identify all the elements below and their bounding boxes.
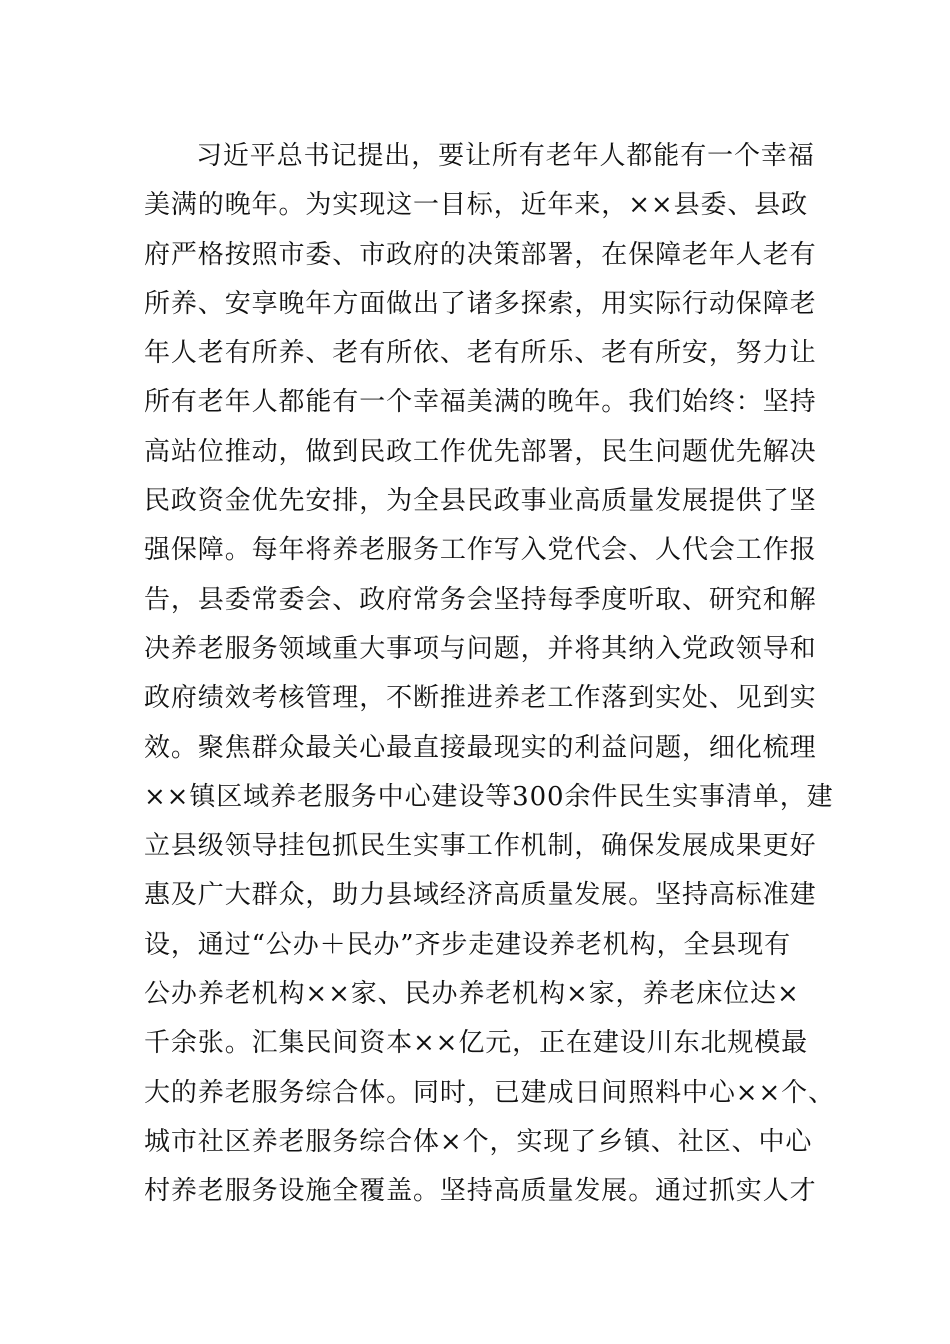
text-line-7: 高站位推动，做到民政工作优先部署，民生问题优先解决 (144, 436, 817, 467)
text-line-15: 立县级领导挂包抓民生实事工作机制，确保发展成果更好 (144, 831, 817, 862)
text-line-2: 美满的晚年。为实现这一目标，近年来，××县委、县政 (144, 190, 809, 221)
body-paragraph (144, 132, 835, 1217)
text-line-16: 惠及广大群众，助力县域经济高质量发展。坚持高标准建 (144, 880, 817, 911)
text-line-12: 政府绩效考核管理，不断推进养老工作落到实处、见到实 (144, 683, 817, 714)
text-line-5: 年人老有所养、老有所依、老有所乐、老有所安，努力让 (144, 338, 817, 369)
text-line-11: 决养老服务领域重大事项与问题，并将其纳入党政领导和 (144, 633, 817, 664)
text-line-14: ××镇区域养老服务中心建设等300余件民生实事清单，建 (144, 781, 834, 812)
text-line-10: 告，县委常委会、政府常务会坚持每季度听取、研究和解 (144, 584, 817, 615)
text-line-17: 设，通过“公办＋民办”齐步走建设养老机构，全县现有 (144, 929, 792, 960)
text-line-19: 千余张。汇集民间资本××亿元，正在建设川东北规模最 (144, 1028, 809, 1059)
text-line-1: 习近平总书记提出，要让所有老年人都能有一个幸福 (196, 141, 815, 171)
text-line-9: 强保障。每年将养老服务工作写入党代会、人代会工作报 (144, 535, 817, 566)
text-line-21: 城市社区养老服务综合体×个，实现了乡镇、社区、中心 (144, 1126, 813, 1157)
text-line-6: 所有老年人都能有一个幸福美满的晚年。我们始终：坚持 (144, 387, 817, 418)
text-line-8: 民政资金优先安排，为全县民政事业高质量发展提供了坚 (144, 486, 817, 517)
text-line-20: 大的养老服务综合体。同时，已建成日间照料中心××个、 (144, 1077, 835, 1108)
text-line-3: 府严格按照市委、市政府的决策部署，在保障老年人老有 (144, 239, 817, 270)
text-line-4: 所养、安享晚年方面做出了诸多探索，用实际行动保障老 (144, 288, 817, 319)
text-line-22: 村养老服务设施全覆盖。坚持高质量发展。通过抓实人才 (144, 1176, 817, 1207)
text-line-13: 效。聚焦群众最关心最直接最现实的利益问题，细化梳理 (144, 732, 817, 763)
text-line-18: 公办养老机构××家、民办养老机构×家，养老床位达× (144, 979, 800, 1010)
